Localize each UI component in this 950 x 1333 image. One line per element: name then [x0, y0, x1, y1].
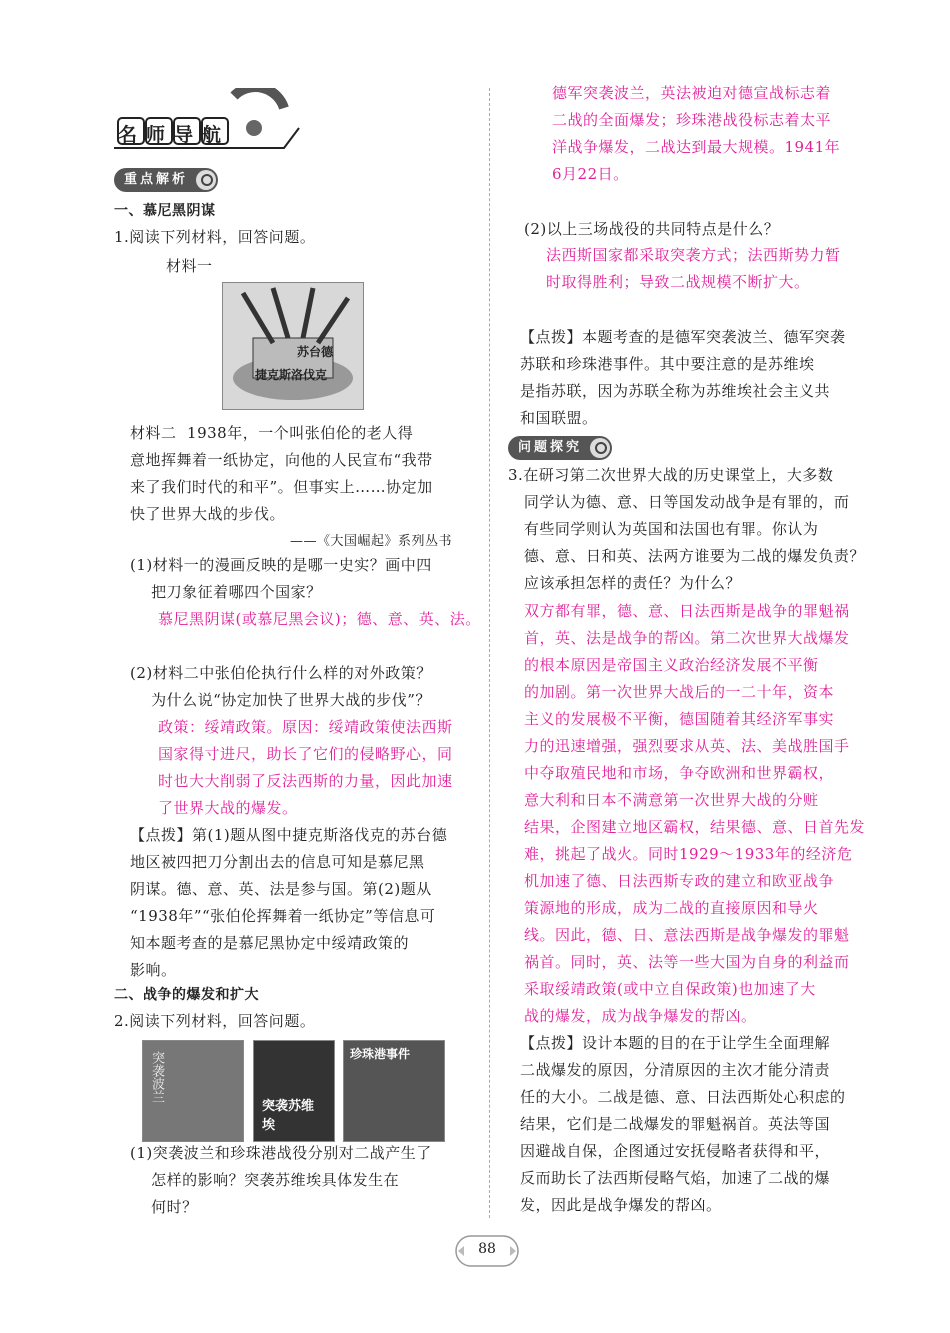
answer-1-2: 政策：绥靖政策。原因：绥靖政策使法西斯 国家得寸进尺，助长了它们的侵略野心，同 时也大大削弱了反法西斯的力量，因此加速 了世界大战的爆发。	[158, 718, 453, 817]
material-1-label: 材料一	[166, 257, 213, 275]
question-2-intro: 2.阅读下列材料，回答问题。	[114, 1012, 316, 1030]
cartoon-drawing	[223, 283, 363, 409]
tag-problem-exploration: 问题探究	[508, 436, 612, 460]
question-2-2: (2)以上三场战役的共同特点是什么？	[524, 220, 780, 238]
question-1-intro: 1.阅读下列材料，回答问题。	[114, 228, 316, 246]
answer-2-2: 法西斯国家都采取突袭方式；法西斯势力暂 时取得胜利；导致二战规模不断扩大。	[546, 246, 841, 291]
cartoon-label-czech: 捷克斯洛伐克	[255, 368, 328, 382]
question-2-1: (1)突袭波兰和珍珠港战役分别对二战产生了 怎样的影响？突袭苏维埃具体发生在 何时？	[130, 1144, 432, 1216]
question-1-1: (1)材料一的漫画反映的是哪一史实？画中四 把刀象征着哪四个国家？	[130, 556, 432, 601]
poster-soviet-title: 突袭苏维埃	[262, 1099, 315, 1133]
poster-poland-title: 突袭波兰	[149, 1051, 164, 1103]
column-divider	[489, 88, 490, 1218]
question-3: 3.在研习第二次世界大战的历史课堂上，大多数 同学认为德、意、日等国发动战争是有罪的，而 有些同学则认为英国和法国也有罪。你认为 德、意、日和英、法两方谁要为二战的爆发负责？ 应该承担怎样的责任？为什么？	[508, 466, 865, 592]
tag-key-analysis: 重点解析	[114, 168, 218, 192]
logo-text: 名师导航	[118, 124, 231, 146]
answer-3: 双方都有罪，德、意、日法西斯是战争的罪魁祸 首，英、法是战争的帮凶。第二次世界大战爆发 的根本原因是帝国主义政治经济发展不平衡 的加剧。第一次世界大战后的一二十年，资本 主义的发展极不平衡，德国随着其经济军事实 力的迅速增强，强烈要求从英、法、美战胜国手 中夺取殖民地和市场，争夺欧洲和世界霸权， 意大利和日本不满意第一次世界大战的分赃 结果，企图建立地区霸权，结果德、意、日首先发 难，挑起了战火。同时1929～1933年的经济危 机加速了德、日法西斯专政的建立和欧亚战争 策源地的形成，成为二战的直接原因和导火 线。因此，德、日、意法西斯是战争爆发的罪魁 祸首。同时，英、法等一些大国为自身的利益而 采取绥靖政策(或中立自保政策)也加速了大 战的爆发，成为战争爆发的帮凶。	[524, 602, 866, 1025]
note-2: 【点拨】本题考查的是德军突袭波兰、德军突袭 苏联和珍珠港事件。其中要注意的是苏维埃 是指苏联，因为苏联全称为苏维埃社会主义共 和国联盟。	[520, 328, 846, 427]
answer-2-1: 德军突袭波兰，英法被迫对德宣战标志着 二战的全面爆发；珍珠港战役标志着太平 洋战争爆发，二战达到最大规模。1941年 6月22日。	[552, 84, 841, 183]
note-1: 【点拨】第(1)题从图中捷克斯洛伐克的苏台德 地区被四把刀分割出去的信息可知是慕尼黑 阴谋。德、意、英、法是参与国。第(2)题从 “1938年”“张伯伦挥舞着一纸协定”等信息可 知本题考查的是慕尼黑协定中绥靖政策的 影响。	[130, 826, 448, 979]
magnifier-icon	[196, 170, 216, 190]
section-heading-war: 二、战争的爆发和扩大	[114, 987, 259, 1003]
cartoon-label-sudeten: 苏台德	[297, 345, 334, 359]
note-3: 【点拨】设计本题的目的在于让学生全面理解 二战爆发的原因，分清原因的主次才能分清责 任的大小。二战是德、意、日法西斯处心积虑的 结果，它们是二战爆发的罪魁祸首。英法等国 因避战自保，企图通过安抚侵略者获得和平， 反而助长了法西斯侵略气焰，加速了二战的爆 发，因此是战争爆发的帮凶。	[520, 1034, 846, 1214]
page-number: 88	[478, 1241, 496, 1257]
poster-pearl-harbor-title: 珍珠港事件	[350, 1047, 411, 1061]
material-2-source: ——《大国崛起》系列丛书	[290, 534, 453, 549]
material-2-text: 材料二 1938年，一个叫张伯伦的老人得 意地挥舞着一纸协定，向他的人民宣布“我带 来了我们时代的和平”。但事实上……协定加 快了世界大战的步伐。	[130, 424, 433, 523]
poster-soviet-image	[253, 1040, 335, 1142]
magnifier-icon	[590, 438, 610, 458]
poster-pearl-harbor-image	[343, 1040, 445, 1142]
section-heading-munich: 一、慕尼黑阴谋	[114, 203, 216, 219]
answer-1-1: 慕尼黑阴谋(或慕尼黑会议)；德、意、英、法。	[158, 610, 481, 628]
munich-cartoon-image	[222, 282, 364, 410]
poster-poland-image	[142, 1040, 244, 1142]
question-1-2: (2)材料二中张伯伦执行什么样的对外政策？ 为什么说“协定加快了世界大战的步伐”？	[130, 664, 432, 709]
